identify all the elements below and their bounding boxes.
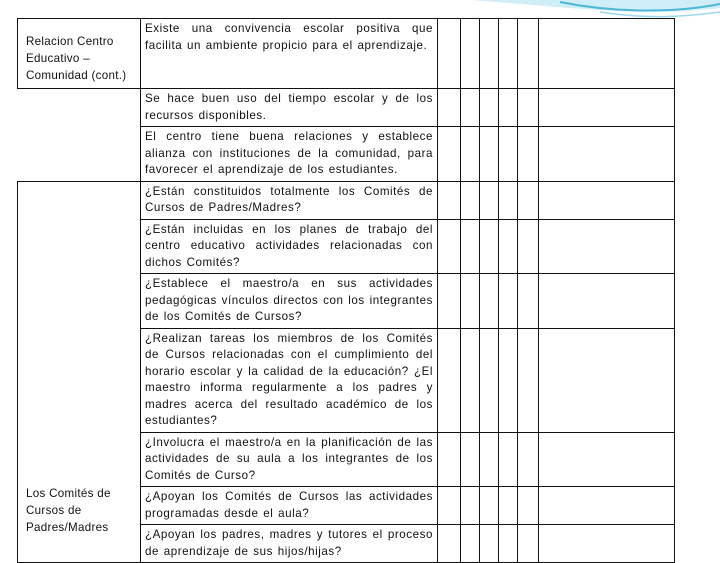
rating-box[interactable] <box>461 328 480 432</box>
rating-box[interactable] <box>461 487 480 525</box>
criterion-text: Existe una convivencia escolar positiva que facilita un ambiente propicio para el aprendizaje. <box>145 22 433 52</box>
evaluation-checklist-table <box>17 18 675 563</box>
rating-box[interactable] <box>518 274 539 329</box>
rating-box[interactable] <box>480 274 499 329</box>
rating-box[interactable] <box>499 19 518 89</box>
rating-box[interactable] <box>461 19 480 89</box>
rating-box[interactable] <box>461 432 480 487</box>
rating-box[interactable] <box>461 89 480 127</box>
criterion-cell <box>141 328 438 432</box>
slide-accent-line <box>600 12 720 17</box>
rating-box[interactable] <box>499 274 518 329</box>
observations-box[interactable] <box>539 432 675 487</box>
rating-box[interactable] <box>518 525 539 563</box>
criterion-cell <box>141 19 438 89</box>
rating-box[interactable] <box>518 432 539 487</box>
rating-box[interactable] <box>518 219 539 274</box>
criterion-cell <box>141 219 438 274</box>
rating-box[interactable] <box>518 127 539 182</box>
rating-box[interactable] <box>499 487 518 525</box>
area-cell <box>18 181 141 563</box>
rating-box[interactable] <box>480 432 499 487</box>
rating-box[interactable] <box>438 19 461 89</box>
rating-box[interactable] <box>480 19 499 89</box>
rating-box[interactable] <box>461 181 480 219</box>
rating-box[interactable] <box>461 127 480 182</box>
criterion-text: Se hace buen uso del tiempo escolar y de los recursos disponibles. <box>145 92 433 122</box>
observations-box[interactable] <box>539 274 675 329</box>
observations-box[interactable] <box>539 181 675 219</box>
observations-box[interactable] <box>539 525 675 563</box>
rating-box[interactable] <box>461 274 480 329</box>
area-spacer-cell <box>18 89 141 127</box>
rating-box[interactable] <box>499 127 518 182</box>
observations-box[interactable] <box>539 89 675 127</box>
criterion-cell <box>141 487 438 525</box>
rating-box[interactable] <box>499 328 518 432</box>
area-label: Relacion Centro Educativo – Comunidad (cont.) <box>26 35 127 82</box>
rating-box[interactable] <box>499 89 518 127</box>
rating-box[interactable] <box>438 127 461 182</box>
rating-box[interactable] <box>438 432 461 487</box>
rating-box[interactable] <box>480 328 499 432</box>
rating-box[interactable] <box>518 19 539 89</box>
observations-box[interactable] <box>539 328 675 432</box>
criterion-cell <box>141 274 438 329</box>
criterion-cell <box>141 432 438 487</box>
table-row <box>18 127 675 182</box>
area-spacer-cell <box>18 127 141 182</box>
rating-box[interactable] <box>480 181 499 219</box>
table-row <box>18 181 675 219</box>
rating-box[interactable] <box>518 487 539 525</box>
rating-box[interactable] <box>518 89 539 127</box>
criterion-text: ¿Apoyan los Comités de Cursos las actividades programadas desde el aula? <box>145 490 433 520</box>
rating-box[interactable] <box>499 219 518 274</box>
criterion-text: El centro tiene buena relaciones y establece alianza con instituciones de la comunidad, para favorecer el aprendizaje de los estudiantes. <box>145 130 433 176</box>
area-cell <box>18 19 141 89</box>
rating-box[interactable] <box>499 181 518 219</box>
criterion-text: ¿Están incluidas en los planes de trabajo del centro educativo actividades relacionadas con dichos Comités? <box>145 222 433 269</box>
rating-box[interactable] <box>438 328 461 432</box>
rating-box[interactable] <box>438 487 461 525</box>
rating-box[interactable] <box>518 328 539 432</box>
rating-box[interactable] <box>480 525 499 563</box>
rating-box[interactable] <box>438 525 461 563</box>
rating-box[interactable] <box>480 89 499 127</box>
area-label: Los Comités de Cursos de Padres/Madres <box>26 487 111 534</box>
criterion-text: ¿Involucra el maestro/a en la planificación de las actividades de su aula a los integrantes de los Comités de Curso? <box>145 435 433 482</box>
observations-box[interactable] <box>539 487 675 525</box>
table-row <box>18 19 675 89</box>
criterion-cell <box>141 127 438 182</box>
observations-box[interactable] <box>539 19 675 89</box>
rating-box[interactable] <box>461 525 480 563</box>
rating-box[interactable] <box>461 219 480 274</box>
observations-box[interactable] <box>539 219 675 274</box>
rating-box[interactable] <box>480 487 499 525</box>
criterion-cell <box>141 181 438 219</box>
rating-box[interactable] <box>438 219 461 274</box>
criterion-text: ¿Están constituidos totalmente los Comités de Cursos de Padres/Madres? <box>145 184 433 214</box>
criterion-text: ¿Establece el maestro/a en sus actividades pedagógicas vínculos directos con los integrantes de los Comités de Cursos? <box>145 277 433 323</box>
rating-box[interactable] <box>438 274 461 329</box>
table-row <box>18 89 675 127</box>
rating-box[interactable] <box>480 127 499 182</box>
criterion-cell <box>141 525 438 563</box>
observations-box[interactable] <box>539 127 675 182</box>
rating-box[interactable] <box>518 181 539 219</box>
rating-box[interactable] <box>499 432 518 487</box>
rating-box[interactable] <box>499 525 518 563</box>
rating-box[interactable] <box>438 181 461 219</box>
rating-box[interactable] <box>480 219 499 274</box>
rating-box[interactable] <box>438 89 461 127</box>
criterion-cell <box>141 89 438 127</box>
criterion-text: ¿Realizan tareas los miembros de los Comités de Cursos relacionadas con el cumplimiento del horario escolar y la calidad de la educación? ¿El maestro informa regularmente a los padres y madres acerca del resultado académico de los estudiantes? <box>145 331 433 427</box>
criterion-text: ¿Apoyan los padres, madres y tutores el proceso de aprendizaje de sus hijos/hijas? <box>145 528 433 558</box>
